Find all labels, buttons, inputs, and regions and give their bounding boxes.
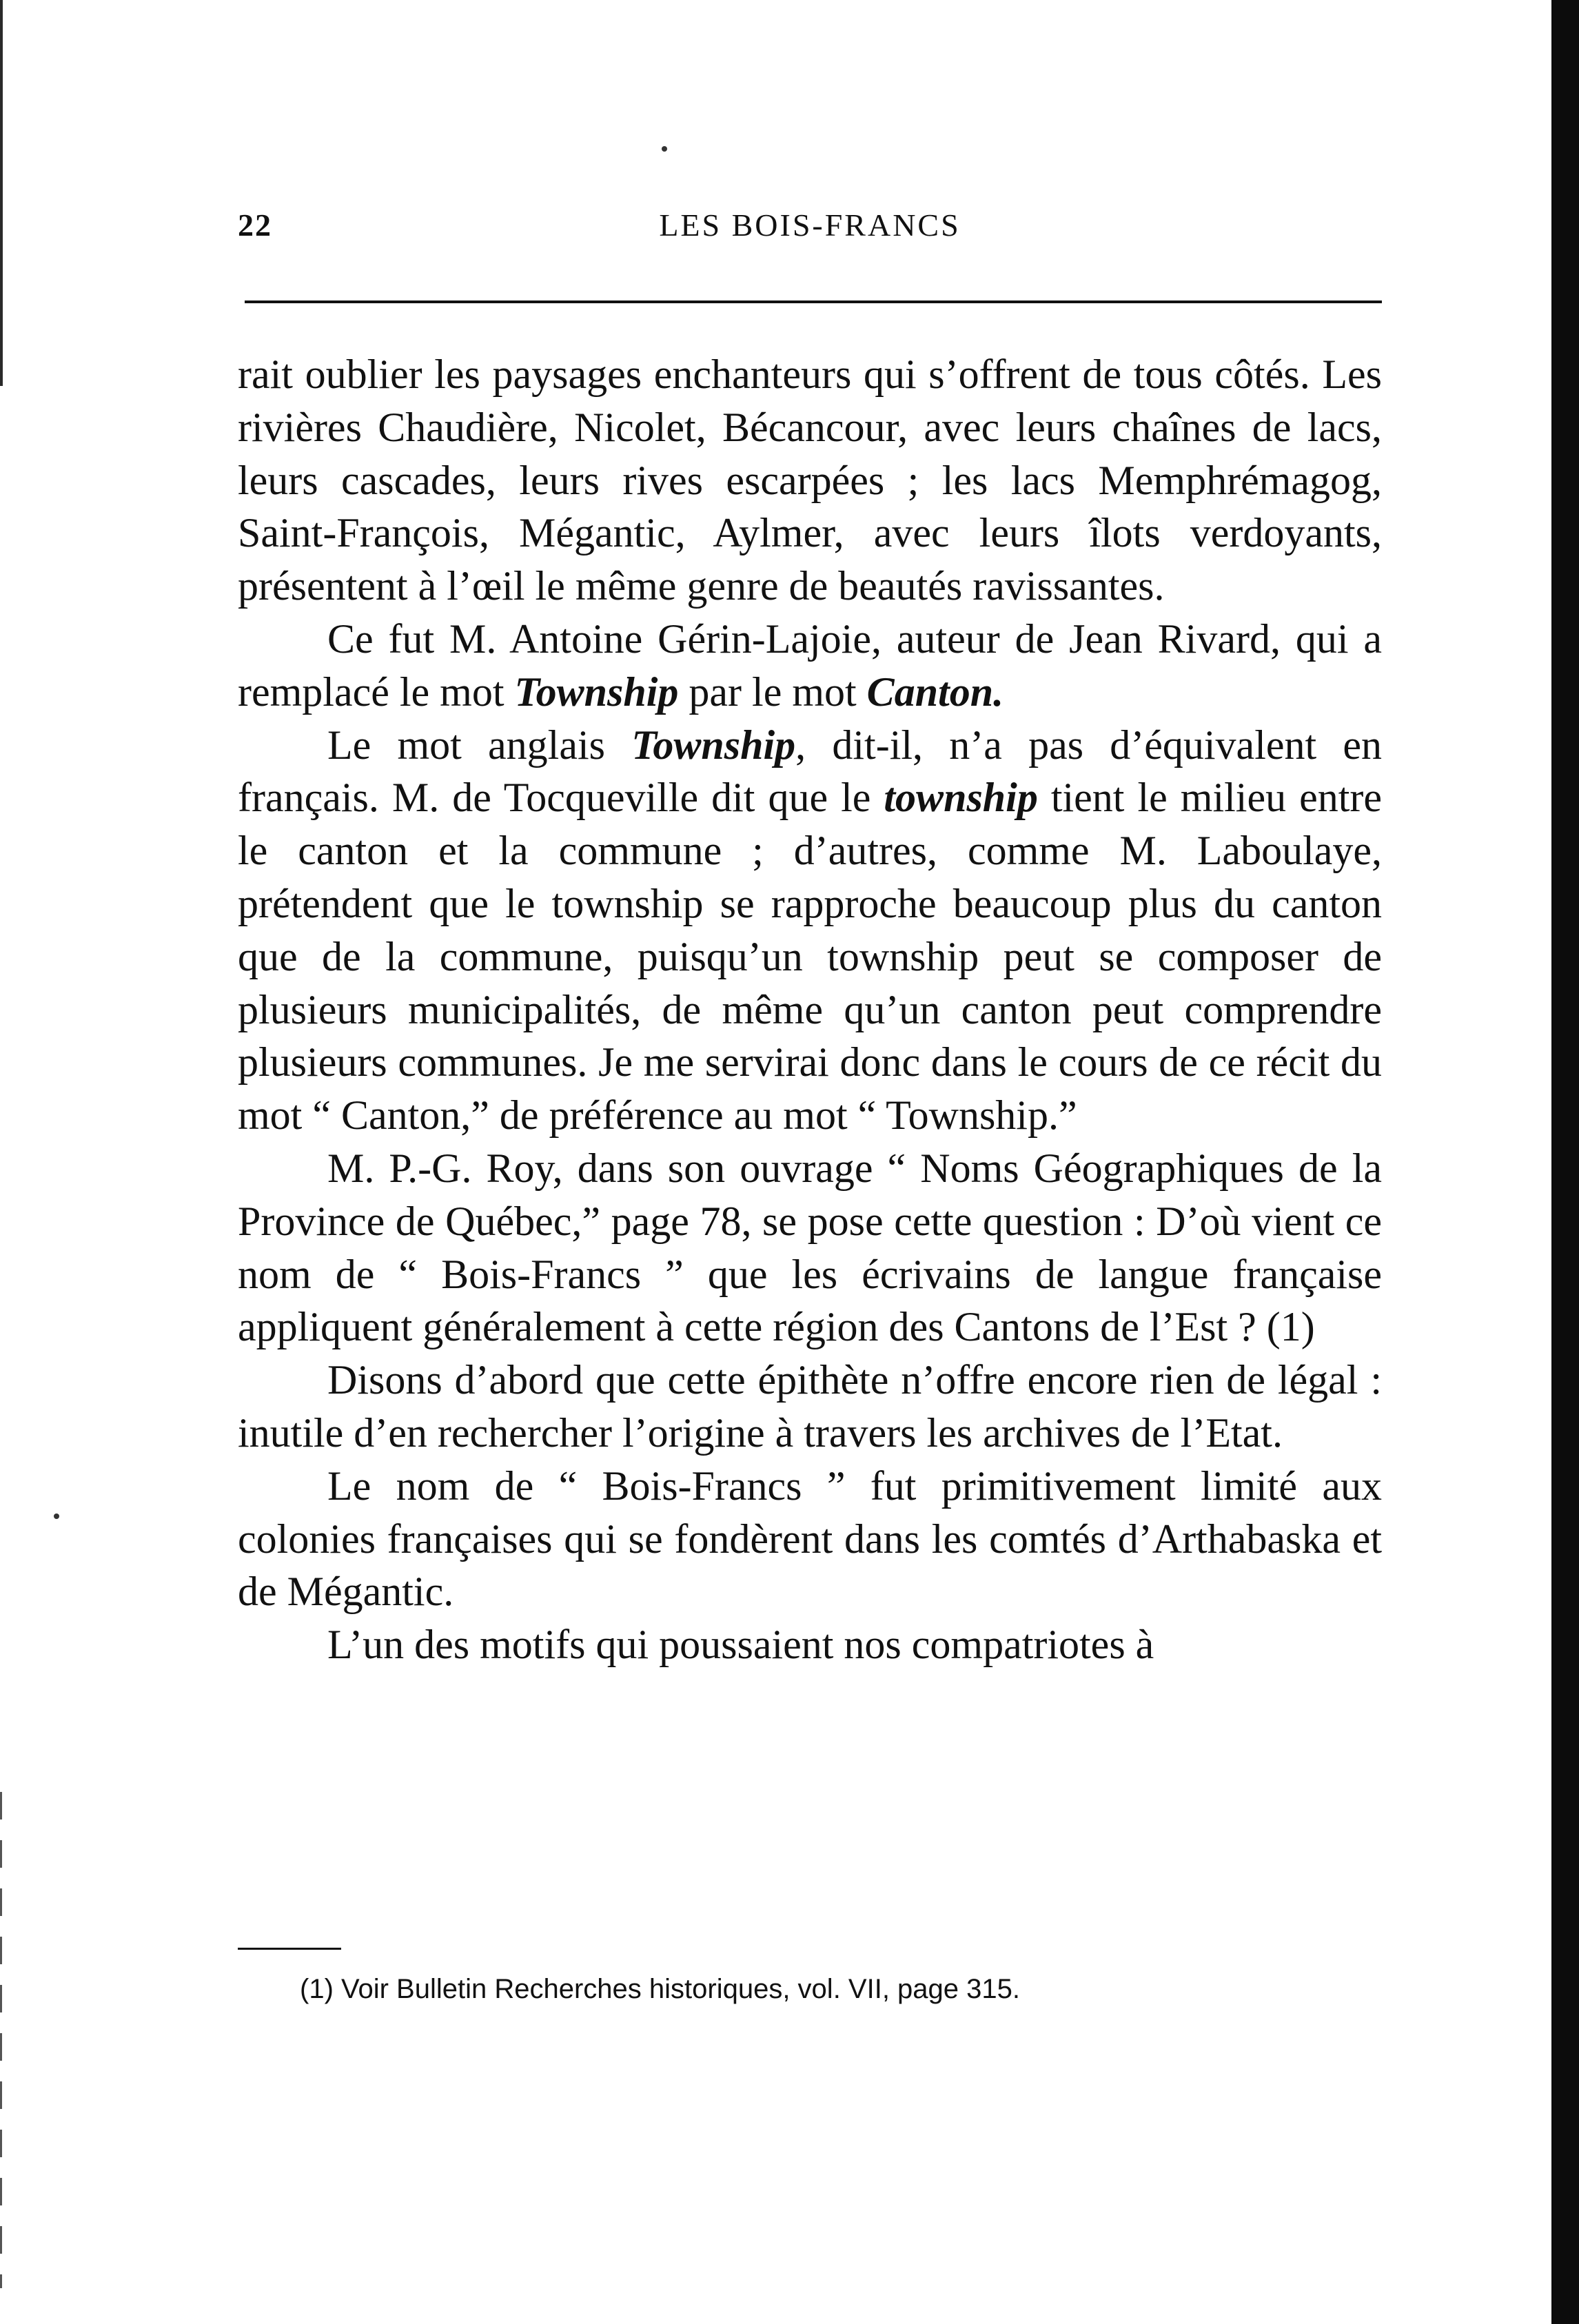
page-header <box>238 207 1382 262</box>
text-run: Le mot anglais <box>327 722 632 768</box>
text-run: M. P.-G. Roy, dans son ouvrage “ Noms Géographiques de la Province de Québec,” page 78, se pose cette question : D’où vient ce nom de “ Bois-Francs ” que les écrivains de langue française appliquent généralement à cette région des Cantons de l’Est ? (1) <box>238 1145 1382 1350</box>
running-title: LES BOIS-FRANCS <box>659 207 961 243</box>
text-run: , dit-il, n’a pas d’équivalent en français. M. de Tocqueville dit que le <box>238 722 1383 821</box>
paragraph <box>238 1618 1382 1671</box>
paragraph <box>238 1460 1382 1618</box>
paragraph <box>238 613 1382 719</box>
paragraph <box>238 1354 1382 1460</box>
text-run: par le mot <box>678 669 867 715</box>
text-run: Disons d’abord que cette épithète n’offre encore rien de légal : inutile d’en rechercher l’origine à travers les archives de l’Etat. <box>238 1357 1382 1456</box>
italic-term: Canton. <box>866 669 1004 715</box>
paragraph <box>238 719 1382 1142</box>
text-run: Ce fut M. Antoine Gérin-Lajoie, auteur de Jean Rivard, qui a remplacé le mot <box>238 615 1382 715</box>
paragraph <box>238 348 1382 613</box>
scan-speck <box>662 146 667 152</box>
italic-term: township <box>884 775 1038 821</box>
paragraph <box>238 1142 1382 1354</box>
footnote: (1) Voir Bulletin Recherches historiques, vol. VII, page 315. <box>300 1974 1020 2004</box>
italic-term: Township <box>514 669 679 715</box>
text-run: Le nom de “ Bois-Francs ” fut primitivement limité aux colonies françaises qui se fondèrent dans les comtés d’Arthabaska et de Mégantic. <box>238 1462 1382 1615</box>
footnote-rule <box>238 1948 341 1950</box>
header-rule <box>245 300 1382 303</box>
scan-left-edge <box>0 0 3 386</box>
page-number: 22 <box>238 207 272 243</box>
scan-left-edge-lower <box>0 1792 2 2288</box>
scan-binding-edge <box>1551 0 1579 2324</box>
text-run: L’un des motifs qui poussaient nos compatriotes à <box>327 1622 1154 1668</box>
text-run: tient le milieu entre le canton et la commune ; d’autres, comme M. Laboulaye, prétendent que le township se rapproche beaucoup plus du canton que de la commune, puisqu’un township peut se composer de plusieurs municipalités, de même qu’un canton peut comprendre plusieurs communes. Je me servirai donc dans le cours de ce récit du mot “ Canton,” de préférence au mot “ Township.” <box>238 775 1382 1139</box>
italic-term: Township <box>631 722 796 768</box>
text-run: rait oublier les paysages enchanteurs qui s’offrent de tous côtés. Les rivières Chaudière, Nicolet, Bécancour, avec leurs chaînes de lacs, leurs cascades, leurs rives escarpées ; les lacs Memphrémagog, Saint-François, Mégantic, Aylmer, avec leurs îlots verdoyants, présentent à l’œil le même genre de beautés ravissantes. <box>238 351 1382 609</box>
scan-speck <box>54 1513 59 1519</box>
body-text <box>238 348 1382 1671</box>
